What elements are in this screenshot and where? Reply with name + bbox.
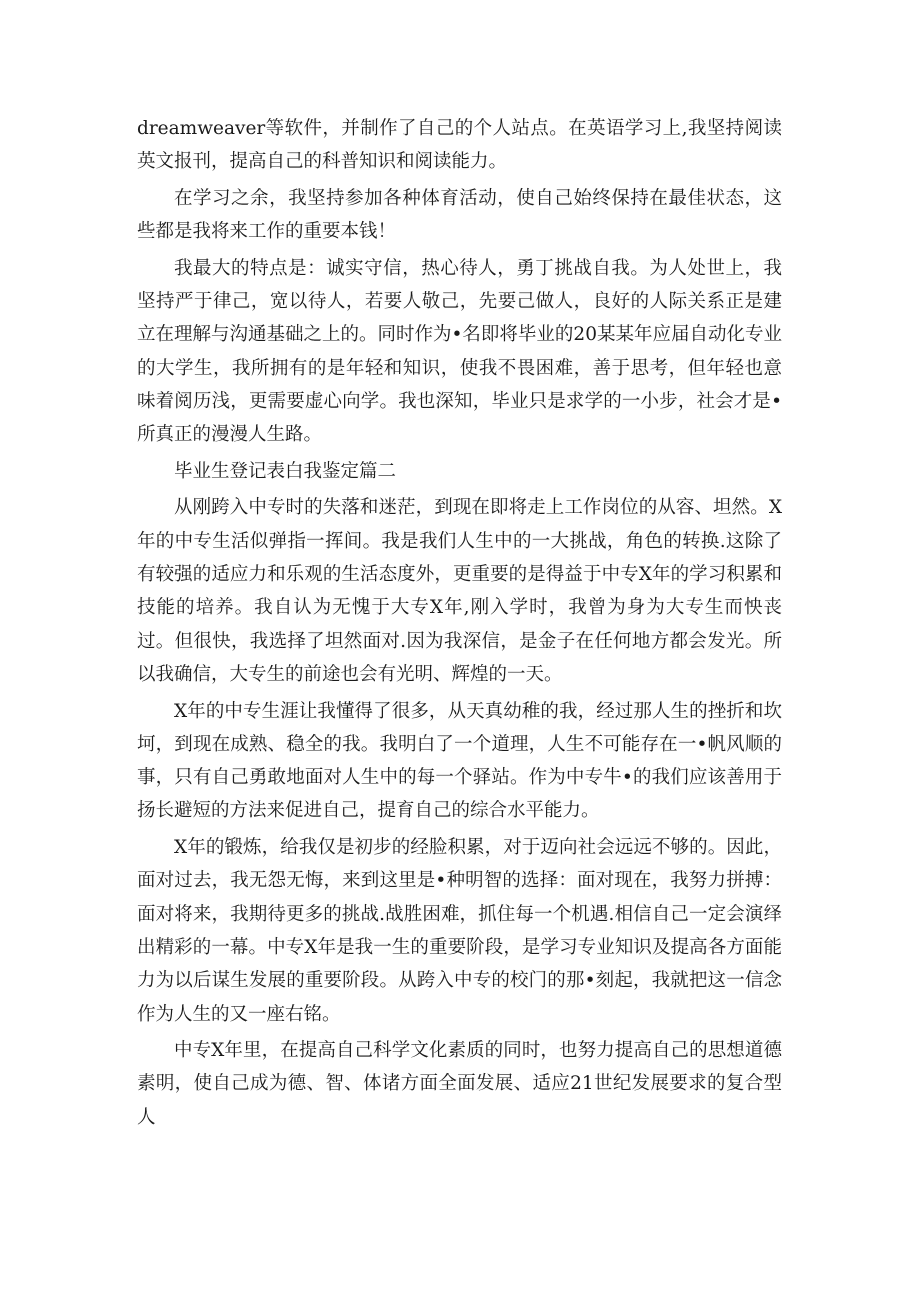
paragraph-4: 从刚跨入中专时的失落和迷茫，到现在即将走上工作岗位的从容、坦然。X年的中专生活似弹指一挥间。我是我们人生中的一大挑战，角色的转换.这除了有较强的适应力和乐观的生活态度外，更重要的是得益于中专X年的学习积累和技能的培养。我自认为无愧于大专X年,刚入学时，我曾为身为大专生而怏丧过。但很快，我选择了坦然面对.因为我深信，是金子在任何地方都会发光。所以我确信，大专生的前途也会有光明、辉煌的一天。	[137, 497, 782, 685]
paragraph-5: X年的中专生涯让我懂得了很多，从天真幼稚的我，经过那人生的挫折和坎坷，到现在成熟、稳全的我。我明白了一个道理，人生不可能存在一•帆风顺的事，只有自己勇敢地面对人生中的每一个驿站。作为中专牛•的我们应该善用于扬长避短的方法来促进自己，提育自己的综合水平能力。	[137, 700, 782, 822]
paragraph-2: 在学习之余，我坚持参加各种体育活动，使自己始终保持在最佳状态，这些都是我将来工作的重要本钱！	[137, 187, 782, 243]
paragraph-3: 我最大的特点是：诚实守信，热心待人，勇丁挑战自我。为人处世上，我坚持严于律己，宽以待人，若要人敬己，先要己做人，良好的人际关系正是建立在理解与沟通基础之上的。同时作为•名即将毕业的20某某年应届自动化专业的大学生，我所拥有的是年轻和知识，使我不畏困难，善于思考，但年轻也意味着阅历浅，更需要虚心向学。我也深知，毕业只是求学的一小步，社会才是•所真正的漫漫人生路。	[137, 257, 782, 446]
paragraph-1: dreamweaver等软件，并制作了自己的个人站点。在英语学习上,我坚持阅读英文报刊，提高自己的科普知识和阅读能力。	[137, 118, 782, 173]
section-heading: 毕业生登记表白我鉴定篇二	[174, 460, 397, 482]
paragraph-7: 中专X年里，在提高自己科学文化素质的同时，也努力提高自己的思想道德素明，使自己成为德、智、体诸方面全面发展、适应21世纪发展要求的复合型人	[137, 1040, 782, 1128]
document-body	[137, 112, 782, 1137]
paragraph-6: X年的锻炼，给我仅是初步的经脸积累，对于迈向社会远远不够的。因此，面对过去，我无怨无悔，来到这里是•种明智的选择：面对现在，我努力拼搏：面对将来，我期待更多的挑战.战胜困难，抓住每一个机遇.相信自己一定会演绎出精彩的一幕。中专X年是我一生的重要阶段，是学习专业知识及提高各方面能力为以后谋生发展的重要阶段。从跨入中专的校门的那•刻起，我就把这一信念作为人生的又一座右铭。	[137, 837, 782, 1025]
